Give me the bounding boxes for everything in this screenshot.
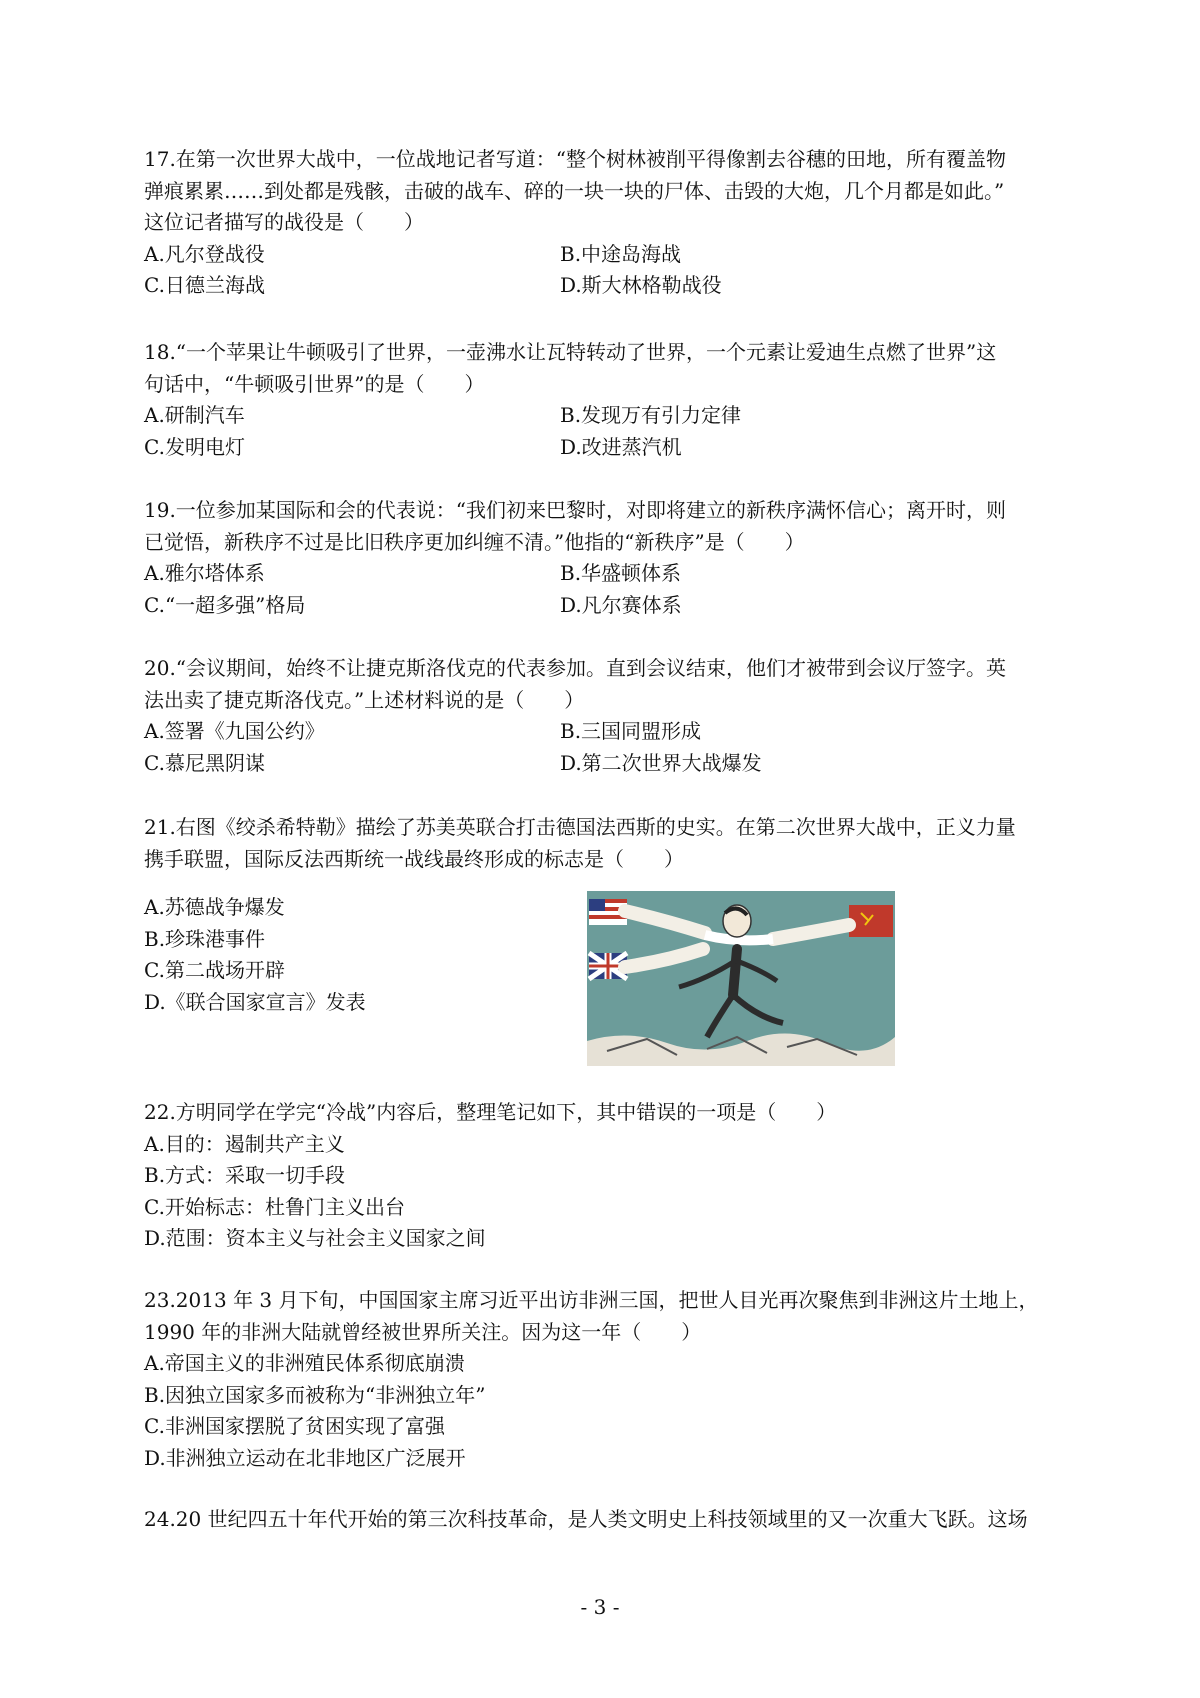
question-text-line: 21.右图《绞杀希特勒》描绘了苏美英联合打击德国法西斯的史实。在第二次世界大战中，正义力量 [144, 815, 1016, 839]
options [144, 1348, 1074, 1474]
question-text-line: 法出卖了捷克斯洛伐克。”上述材料说的是（ ） [144, 687, 585, 712]
option-a: A.雅尔塔体系 [144, 561, 265, 585]
option-a: A.凡尔登战役 [144, 241, 265, 266]
option-d: D.第二次世界大战爆发 [560, 750, 762, 775]
option-c: C.发明电灯 [144, 434, 245, 459]
question-text-line: 18.“一个苹果让牛顿吸引了世界，一壶沸水让瓦特转动了世界，一个元素让爱迪生点燃了世界”这 [144, 340, 997, 364]
question-18 [144, 337, 1074, 463]
question-text-line: 已觉悟，新秩序不过是比旧秩序更加纠缠不清。”他指的“新秩序”是（ ） [144, 529, 805, 554]
option-b: B.珍珠港事件 [144, 926, 266, 951]
option-c: C.“一超多强”格局 [144, 592, 306, 617]
option-c: C.慕尼黑阴谋 [144, 750, 265, 775]
option-d: D.范围：资本主义与社会主义国家之间 [144, 1226, 486, 1250]
question-17 [144, 144, 1074, 302]
option-c: C.第二战场开辟 [144, 958, 285, 982]
option-c: C.日德兰海战 [144, 273, 265, 297]
options [144, 239, 1074, 302]
question-text-line: 24.20 世纪四五十年代开始的第三次科技革命，是人类文明史上科技领域里的又一次重大飞跃。这场 [144, 1507, 1028, 1531]
question-text-line: 这位记者描写的战役是（ ） [144, 210, 424, 234]
option-d: D.斯大林格勒战役 [560, 273, 722, 297]
option-a: A.目的：遏制共产主义 [144, 1131, 345, 1156]
question-23 [144, 1285, 1074, 1474]
option-d: D.《联合国家宣言》发表 [144, 989, 366, 1014]
question-20 [144, 653, 1074, 779]
options [144, 558, 1074, 621]
soviet-flag-icon [849, 905, 893, 937]
option-a: A.苏德战争爆发 [144, 895, 285, 919]
question-text-line: 19.一位参加某国际和会的代表说：“我们初来巴黎时，对即将建立的新秩序满怀信心；离开时，则 [144, 498, 1007, 522]
question-text-line: 22.方明同学在学完“冷战”内容后，整理笔记如下，其中错误的一项是（ ） [144, 1100, 837, 1124]
question-text-line: 23.2013 年 3 月下旬，中国国家主席习近平出访非洲三国，把世人目光再次聚焦到非洲这片土地上， [144, 1288, 1039, 1312]
option-c: C.非洲国家摆脱了贫困实现了富强 [144, 1414, 445, 1438]
question-text-line: 1990 年的非洲大陆就曾经被世界所关注。因为这一年（ ） [144, 1319, 702, 1344]
option-a: A.签署《九国公约》 [144, 719, 325, 743]
cartoon-illustration [587, 891, 895, 1066]
question-19 [144, 495, 1074, 621]
question-22 [144, 1097, 1074, 1255]
question-text-line: 句话中，“牛顿吸引世界”的是（ ） [144, 371, 485, 396]
option-d: D.改进蒸汽机 [560, 434, 682, 459]
option-d: D.凡尔赛体系 [560, 592, 682, 617]
option-c: C.开始标志：杜鲁门主义出台 [144, 1194, 405, 1219]
options [144, 716, 1074, 779]
option-d: D.非洲独立运动在北非地区广泛展开 [144, 1445, 466, 1470]
option-b: B.因独立国家多而被称为“非洲独立年” [144, 1382, 486, 1407]
question-text-line: 20.“会议期间，始终不让捷克斯洛伐克的代表参加。直到会议结束，他们才被带到会议厅签字。英 [144, 656, 1007, 680]
page-number: - 3 - [580, 1595, 620, 1619]
question-text-line: 弹痕累累……到处都是残骸，击破的战车、碎的一块一块的尸体、击毁的大炮，几个月都是如此。” [144, 178, 1005, 203]
option-b: B.中途岛海战 [560, 241, 682, 266]
question-text-line: 携手联盟，国际反法西斯统一战线最终形成的标志是（ ） [144, 846, 684, 871]
option-b: B.方式：采取一切手段 [144, 1163, 346, 1187]
question-24 [144, 1504, 1074, 1536]
option-b: B.发现万有引力定律 [560, 403, 742, 427]
options [144, 400, 1074, 463]
option-a: A.帝国主义的非洲殖民体系彻底崩溃 [144, 1351, 465, 1375]
options [144, 1129, 1074, 1255]
strangling-hitler-cartoon [587, 891, 895, 1066]
option-b: B.华盛顿体系 [560, 561, 682, 585]
option-a: A.研制汽车 [144, 403, 245, 427]
option-b: B.三国同盟形成 [560, 719, 702, 743]
question-text-line: 17.在第一次世界大战中，一位战地记者写道：“整个树林被削平得像割去谷穗的田地，所有覆盖物 [144, 147, 1007, 171]
